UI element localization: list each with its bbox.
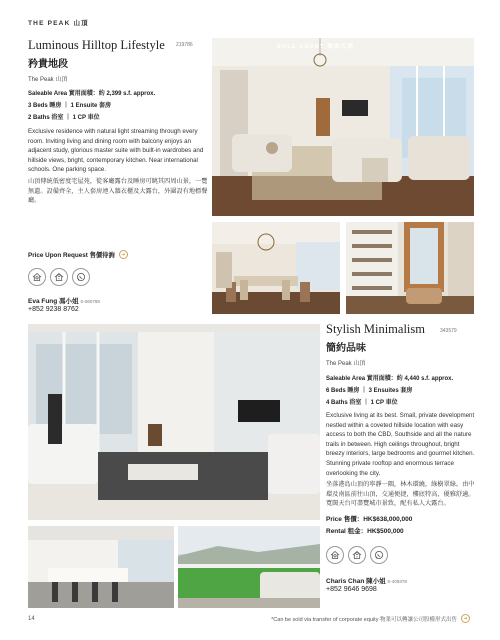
- listing-2-contact-icons: [326, 546, 388, 564]
- listing-1-description: Exclusive residence with natural light streaming through every room. Inviting living and dining room with balcony enjoys an adjacent study, glorious master suite with built-in wardrobes and hillside views, bright, contemporary kitchen. Near international schools. One parking space.: [28, 128, 204, 174]
- listing-1-agent-license: S-060788: [80, 299, 100, 304]
- listing-1-agent-phone[interactable]: +852 9238 8762: [28, 306, 79, 313]
- page-number: 14: [28, 616, 35, 622]
- listing-1-price-row: [28, 250, 128, 259]
- listing-2-agent-phone[interactable]: +852 9646 9698: [326, 586, 377, 593]
- footer-note-text: *Can be sold via transfer of corporate equity 物業可以轉讓公司股權形式出售: [271, 616, 457, 623]
- listing-1-description-zh: 山頂傳統低密度宅屋苑，從客廳露台及睡房可眺其四周山景，一覽無遺。設備齊全，主人套房連入牆衣櫃及大露台，外圍設有地標餐廳。: [28, 177, 208, 205]
- arrow-right-icon[interactable]: ➜: [119, 250, 128, 259]
- listing-2-description-zh: 坐落港島山頂的寧靜一隅，林木環繞，綠樹翠綠。由中環及南區前往山頂，交通便捷，樓底特高，優雅舒適。寬闊天台可盡覽城市景致，配有私人大露台。: [326, 481, 475, 508]
- home-search-icon[interactable]: [326, 546, 344, 564]
- listing-2-title: Stylish Minimalism: [326, 322, 425, 336]
- listing-2-agent: [326, 576, 407, 593]
- whatsapp-icon[interactable]: [72, 268, 90, 286]
- home-search-icon[interactable]: [28, 268, 46, 286]
- listing-1-details: [28, 38, 208, 206]
- listing-2-title-zh: 簡約品味: [326, 343, 366, 354]
- listing-2-agent-license: S-409378: [387, 579, 407, 584]
- listing-1-study-photo: [346, 222, 474, 314]
- listing-1-contact-icons: [28, 268, 90, 286]
- listing-2-baths: 4 Baths 浴室 ｜ 1 CP 車位: [326, 400, 398, 406]
- listing-1-main-photo: [212, 38, 474, 216]
- listing-2-price: Price 售價：HK$638,000,000: [326, 515, 413, 523]
- listing-1-title-zh: 矜貴地段: [28, 59, 68, 70]
- listing-2-rooftop-photo: [178, 526, 320, 608]
- listing-1-agent-name: Eva Fung 馮小姐: [28, 298, 79, 305]
- listing-1-ref: 219786: [176, 42, 193, 48]
- section-header: THE PEAK 山頂: [28, 20, 89, 27]
- listing-2-location: The Peak 山頂: [326, 361, 366, 367]
- listing-2-agent-name: Charis Chan 陳小姐: [326, 578, 386, 585]
- listing-1-area: Saleable Area 實用面積：約 2,399 s.f. approx.: [28, 91, 156, 97]
- sole-agent-badge: SOLE AGENT 獨家代理: [277, 44, 355, 50]
- listing-1-agent: [28, 296, 100, 313]
- listing-2-kitchen-photo: [28, 526, 174, 608]
- listing-2-description: Exclusive living at its best. Small, private development nestled within a coveted hillside location with easy access to both the CBD, Southside and all the nature trails in between. High ceilings throughout, bright breezy interiors, large bedrooms and gourmet kitchen. Stunning private rooftop and enormous terrace overlooking the city.: [326, 412, 475, 477]
- listing-2-beds: 6 Beds 睡房 ｜ 3 Ensuites 套房: [326, 388, 413, 394]
- home-location-icon[interactable]: [50, 268, 68, 286]
- listing-2-rental: Rental 租金：HK$500,000: [326, 527, 404, 535]
- home-location-icon[interactable]: [348, 546, 366, 564]
- listing-1-price: Price Upon Request 售價待詢: [28, 252, 115, 259]
- listing-2-details: [326, 322, 476, 535]
- listing-2-ref: 343579: [440, 328, 457, 334]
- listing-1-title: Luminous Hilltop Lifestyle: [28, 38, 165, 52]
- listing-1-dining-photo: [212, 222, 340, 314]
- listing-2-living-photo: [28, 324, 320, 520]
- whatsapp-icon[interactable]: [370, 546, 388, 564]
- arrow-right-icon[interactable]: ➜: [461, 614, 470, 623]
- listing-1-baths: 2 Baths 浴室 ｜ 1 CP 車位: [28, 115, 100, 121]
- footer-note: [271, 614, 470, 623]
- listing-2-area: Saleable Area 實用面積：約 4,440 s.f. approx.: [326, 376, 454, 382]
- listing-1-location: The Peak 山頂: [28, 77, 68, 83]
- listing-1-beds: 3 Beds 睡房 ｜ 1 Ensuite 套房: [28, 103, 112, 109]
